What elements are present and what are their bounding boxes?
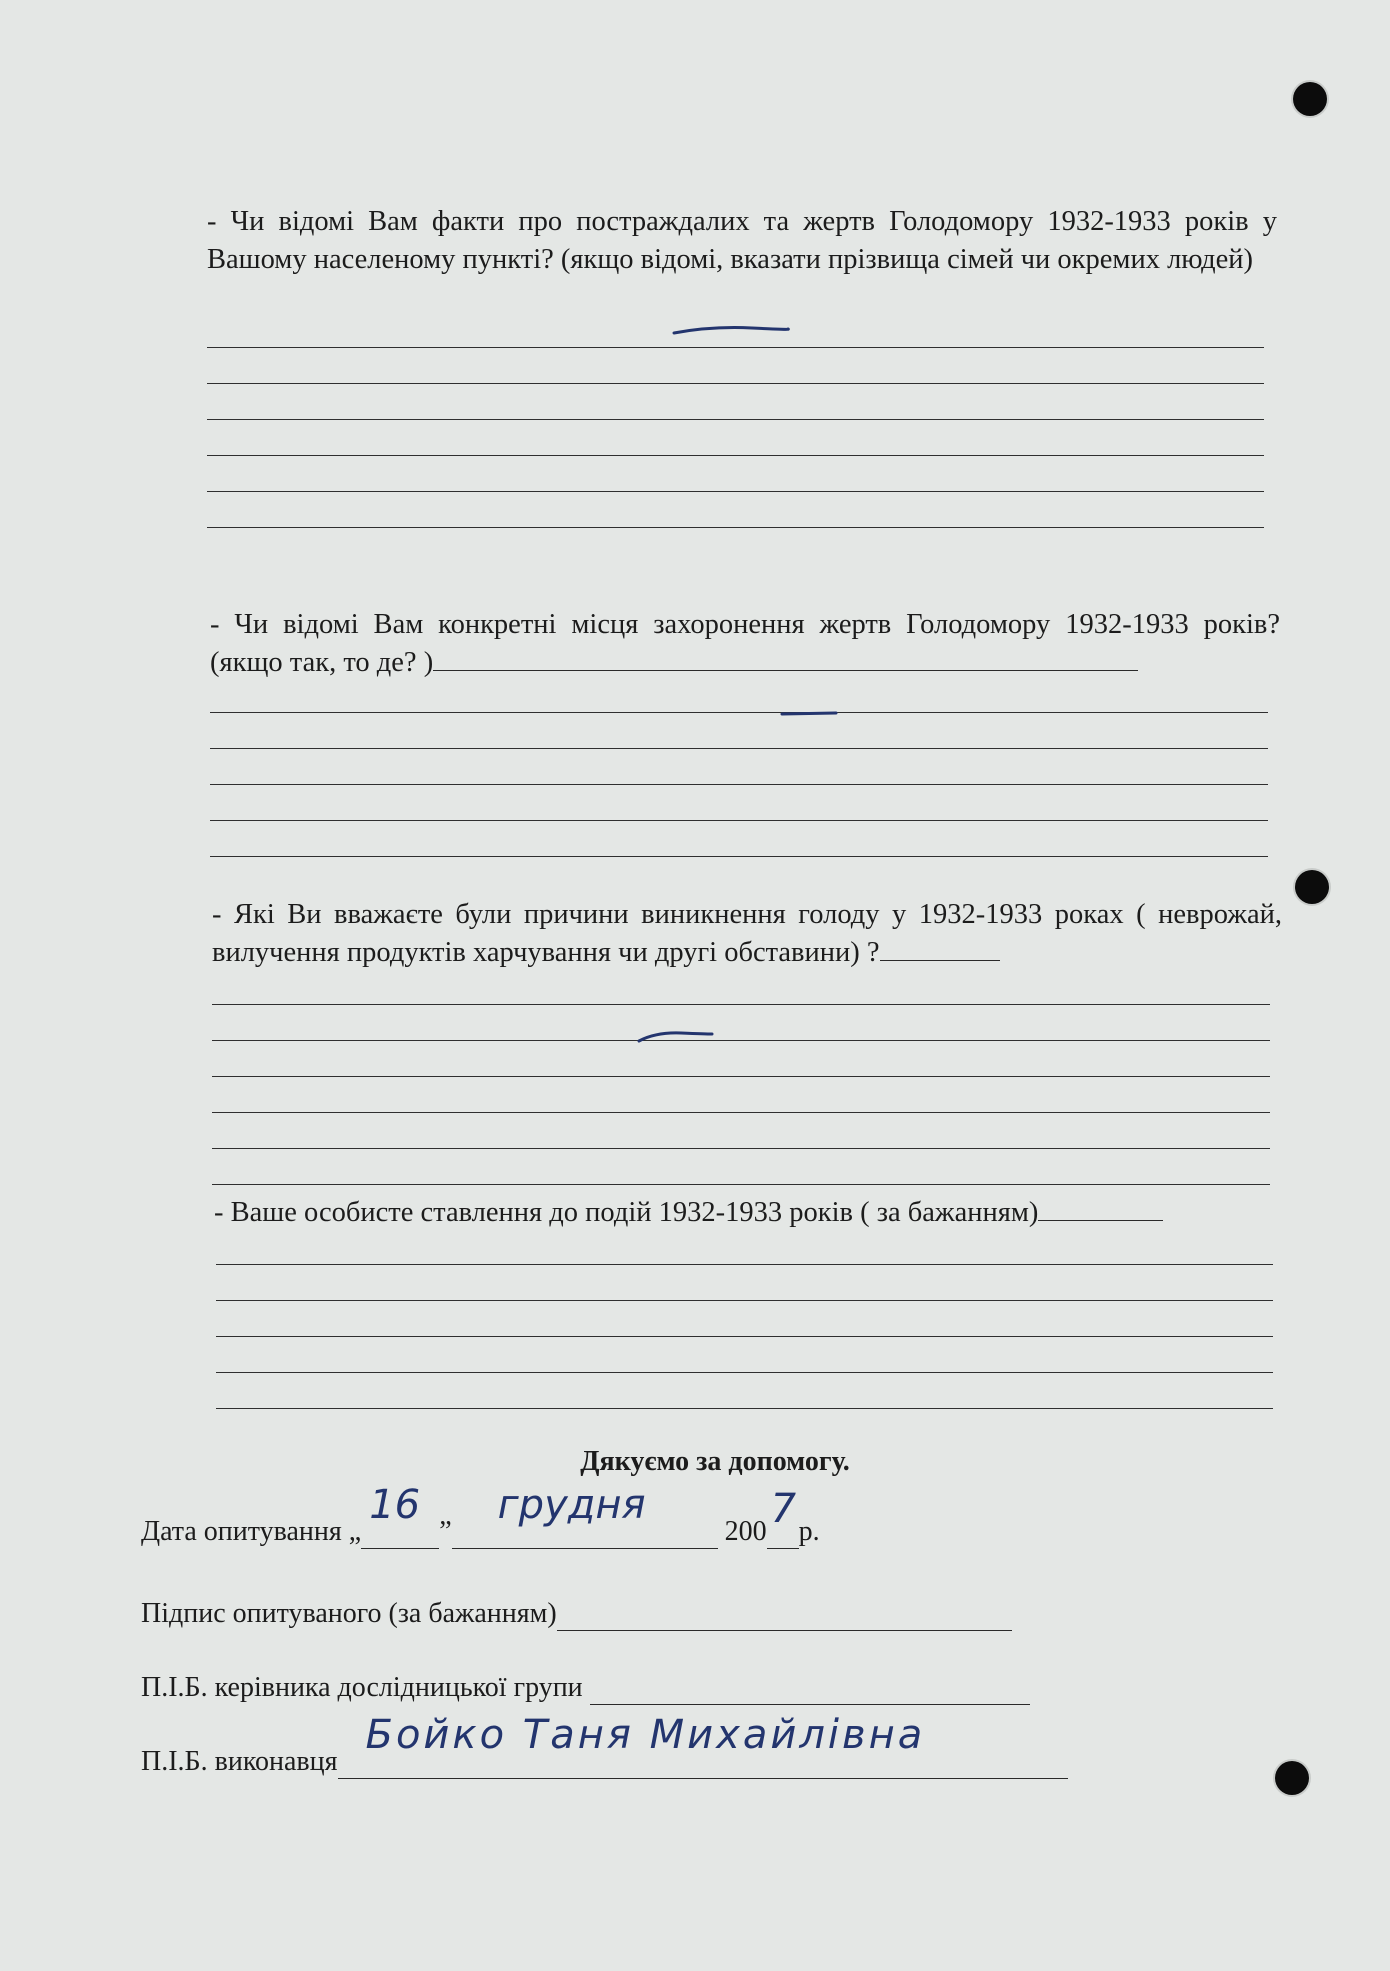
executor-row (141, 1712, 1068, 1779)
date-year-prefix: 200 (724, 1516, 767, 1547)
answer-line (212, 1076, 1270, 1077)
respondent-signature-label: Підпис опитуваного (за бажанням) (141, 1598, 557, 1629)
group-leader-row (141, 1672, 1030, 1705)
date-month-handwritten[interactable]: грудня (497, 1482, 646, 1528)
answer-line (207, 527, 1264, 528)
group-leader-line[interactable] (590, 1672, 1030, 1705)
thanks-note: Дякуємо за допомогу. (580, 1446, 850, 1477)
answer-line (207, 455, 1264, 456)
answer-line (212, 1112, 1270, 1113)
respondent-signature-row (141, 1598, 1012, 1631)
date-year-digit-handwritten[interactable]: 7 (770, 1486, 797, 1532)
answer-line (216, 1336, 1273, 1337)
answer-line (212, 1004, 1270, 1005)
answer-line (210, 784, 1268, 785)
answer-line (207, 491, 1264, 492)
answer-line (207, 347, 1264, 348)
question-2 (210, 606, 1280, 682)
answer-line (216, 1372, 1273, 1373)
survey-date-row (141, 1482, 820, 1549)
question-3-text: - Які Ви вважаєте були причини виникнення голоду у 1932-1933 роках ( неврожай, вилучення продуктів харчування чи другі обставини) ? (212, 899, 1282, 968)
question-1 (207, 203, 1277, 279)
answer-line (212, 1184, 1270, 1185)
date-close-quote: ” (439, 1516, 452, 1547)
answer-line (210, 712, 1268, 713)
question-4 (214, 1194, 1294, 1232)
handwritten-dash-3 (636, 1028, 716, 1046)
question-4-text: - Ваше особисте ставлення до подій 1932-1933 років ( за бажанням) (214, 1197, 1039, 1228)
question-1-text: - Чи відомі Вам факти про постраждалих та жертв Голодомору 1932-1933 років у Вашому населеному пункті? (якщо відомі, вказати прізвища сімей чи окремих людей) (207, 206, 1277, 275)
handwritten-dash-2 (780, 706, 840, 720)
survey-date-label: Дата опитування (141, 1516, 342, 1547)
answer-line (210, 748, 1268, 749)
answer-line (210, 856, 1268, 857)
answer-line (210, 820, 1268, 821)
executor-label: П.І.Б. виконавця (141, 1746, 338, 1777)
question-2-text: - Чи відомі Вам конкретні місця захоронення жертв Голодомору 1932-1933 років? (якщо так, то де? ) (210, 609, 1280, 678)
answer-line (212, 1148, 1270, 1149)
date-day-handwritten[interactable]: 16 (369, 1482, 421, 1528)
punch-hole-bottom (1275, 1761, 1309, 1795)
punch-hole-top (1293, 82, 1327, 116)
respondent-signature-line[interactable] (557, 1598, 1012, 1631)
answer-line (207, 419, 1264, 420)
executor-name-handwritten[interactable]: Бойко Таня Михайлівна (365, 1712, 926, 1758)
handwritten-dash-1 (672, 320, 792, 340)
answer-line (216, 1300, 1273, 1301)
question-3 (212, 896, 1282, 972)
answer-line (216, 1408, 1273, 1409)
answer-line (212, 1040, 1270, 1041)
group-leader-label: П.І.Б. керівника дослідницької групи (141, 1672, 583, 1703)
answer-line (207, 383, 1264, 384)
punch-hole-middle (1295, 870, 1329, 904)
date-year-suffix: р. (798, 1516, 820, 1547)
answer-line (216, 1264, 1273, 1265)
date-open-quote: „ (348, 1516, 362, 1547)
